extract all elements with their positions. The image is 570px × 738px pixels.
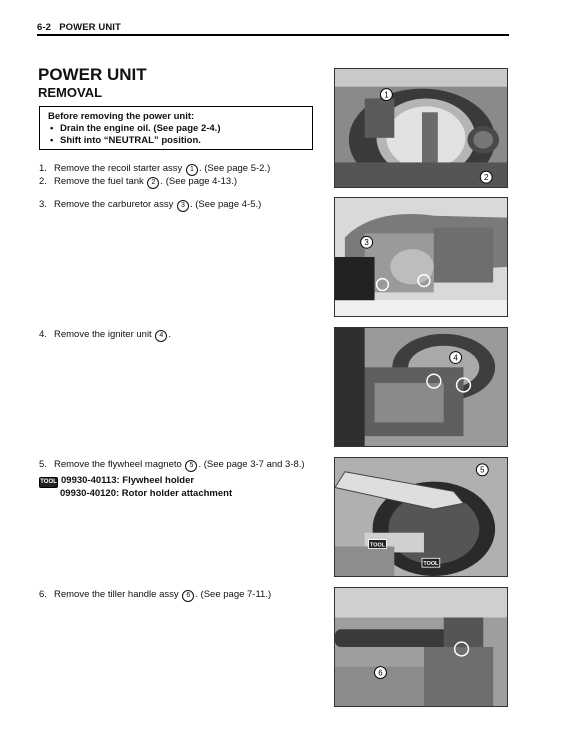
header-rule <box>37 34 509 36</box>
callout: 5 <box>480 465 485 475</box>
note-heading: Before removing the power unit: <box>48 111 195 122</box>
note-box <box>39 106 313 150</box>
photo-flywheel <box>334 457 508 577</box>
tool-line-1: TOOL 09930-40113: Flywheel holder <box>40 475 195 486</box>
tool-icon: TOOL <box>39 477 58 488</box>
step-6: 6. Remove the tiller handle assy 6 . (See page 7-11.) <box>39 589 272 600</box>
step-4: 4. Remove the igniter unit 4 . <box>39 329 171 340</box>
photo-tiller-handle <box>334 587 508 707</box>
photo-carburetor <box>334 197 508 317</box>
ref-marker: 6 <box>182 590 194 602</box>
ref-marker: 2 <box>147 177 159 189</box>
step-3: 3. Remove the carburetor assy 3 . (See page 4-5.) <box>39 199 262 210</box>
tool-line-2: 09930-40120: Rotor holder attachment <box>60 488 233 499</box>
callout: 1 <box>384 90 389 100</box>
ref-marker: 1 <box>186 164 198 176</box>
callout: 3 <box>364 238 369 248</box>
page-header <box>37 20 509 38</box>
step-5: 5. Remove the flywheel magneto 5 . (See page 3-7 and 3-8.) <box>39 459 305 470</box>
page-title: POWER UNIT <box>38 65 147 84</box>
ref-marker: 5 <box>185 460 197 472</box>
header-text: 6-2 POWER UNIT <box>37 22 121 33</box>
note-item: • Drain the engine oil. (See page 2-4.) <box>50 123 221 134</box>
callout: 2 <box>484 173 489 183</box>
step-1: 1. Remove the recoil starter assy 1 . (See page 5-2.) <box>39 163 271 174</box>
photo-recoil-starter <box>334 68 508 188</box>
ref-marker: 4 <box>155 330 167 342</box>
ref-marker: 3 <box>177 200 189 212</box>
callout: 6 <box>378 668 383 678</box>
step-2: 2. Remove the fuel tank 2 . (See page 4-13.) <box>39 176 237 187</box>
note-item: • Shift into “NEUTRAL” position. <box>50 135 201 146</box>
tool-label: TOOL <box>370 542 385 549</box>
photo-igniter <box>334 327 508 447</box>
tool-label: TOOL <box>423 561 439 568</box>
page-subtitle: REMOVAL <box>38 85 103 100</box>
callout: 4 <box>453 353 458 363</box>
